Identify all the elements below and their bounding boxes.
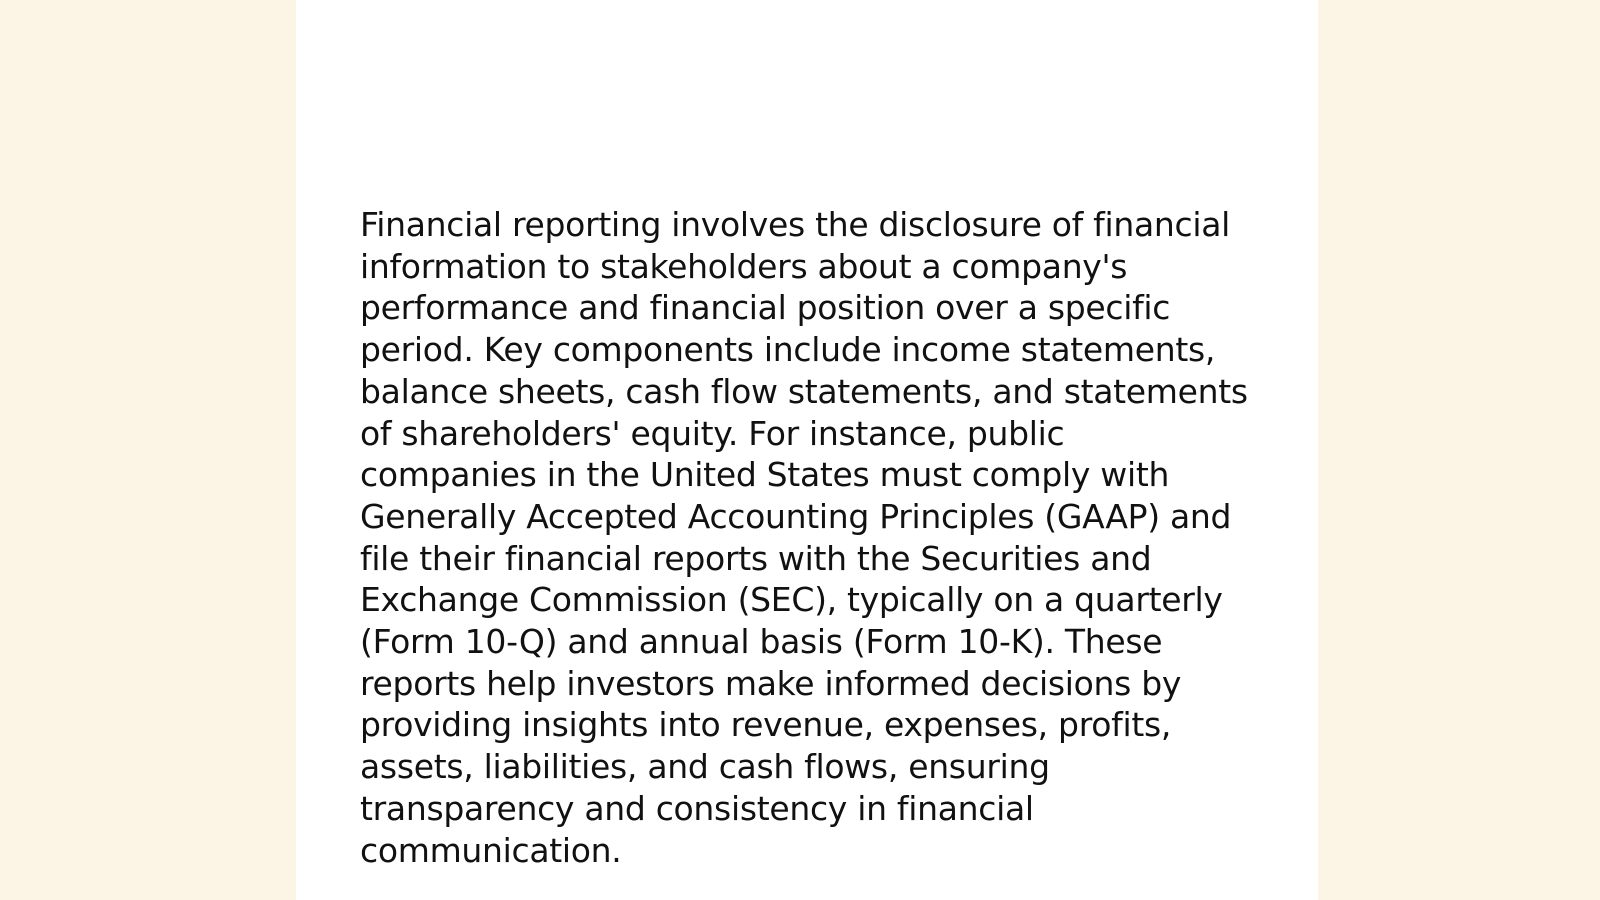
paragraph-line: file their financial reports with the Securities and	[360, 538, 1152, 578]
paragraph-line: performance and financial position over a specific	[360, 288, 1171, 328]
paragraph-line: of shareholders' equity. For instance, public	[360, 413, 1065, 453]
paragraph-line: Exchange Commission (SEC), typically on a quarterly	[360, 580, 1223, 620]
paragraph-line: providing insights into revenue, expenses, profits,	[360, 705, 1172, 745]
paragraph-line: assets, liabilities, and cash flows, ensuring	[360, 747, 1050, 787]
paragraph-line: Generally Accepted Accounting Principles (GAAP) and	[360, 496, 1232, 536]
paragraph-line: Financial reporting involves the disclosure of financial	[360, 205, 1231, 244]
paragraph-line: reports help investors make informed decisions by	[360, 663, 1182, 703]
paragraph-line: companies in the United States must comply with	[360, 455, 1170, 495]
paragraph-line: information to stakeholders about a company's	[360, 246, 1128, 286]
paragraph-line: period. Key components include income statements,	[360, 330, 1216, 370]
paragraph-line: transparency and consistency in financial	[360, 788, 1034, 828]
paragraph-line: balance sheets, cash flow statements, and statements	[360, 371, 1248, 411]
paragraph-line: (Form 10-Q) and annual basis (Form 10-K). These	[360, 622, 1163, 662]
document-page	[296, 0, 1318, 900]
body-paragraph	[360, 204, 1260, 871]
paragraph-line: communication.	[360, 830, 622, 870]
